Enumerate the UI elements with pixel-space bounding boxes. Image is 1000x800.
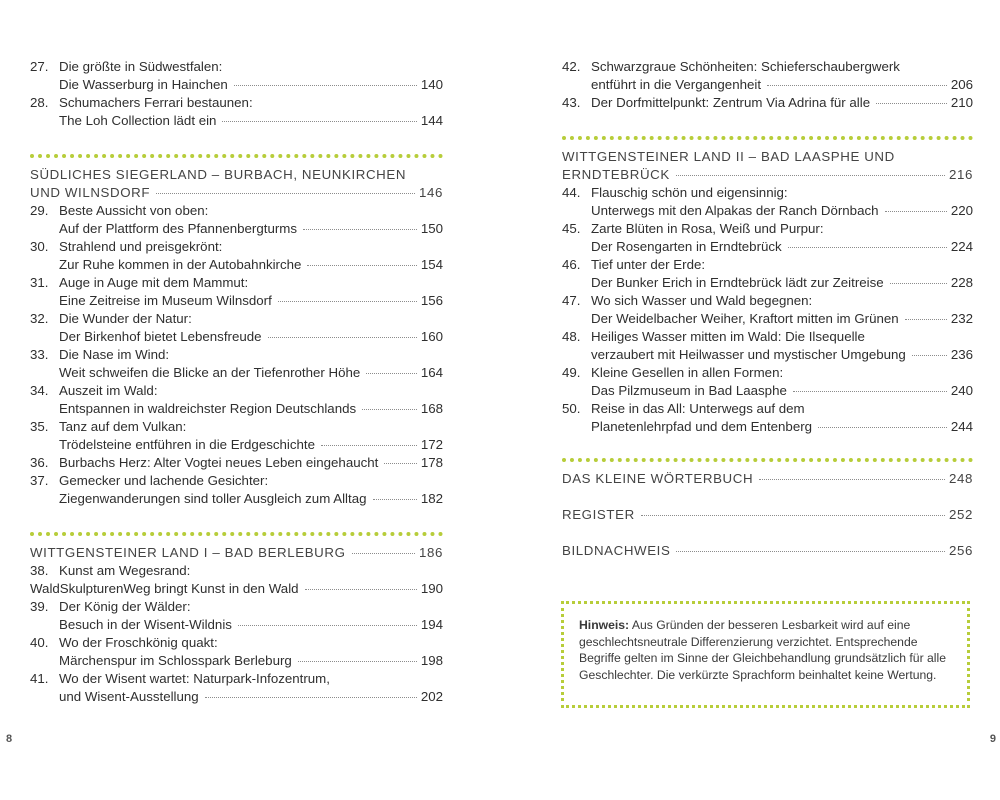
- entry-page: 144: [420, 113, 443, 128]
- appendix-title: BILDNACHWEIS: [562, 543, 671, 558]
- entry-title: Tanz auf dem Vulkan:: [59, 419, 187, 434]
- entry-page: 198: [420, 653, 443, 668]
- entry-page: 244: [950, 419, 973, 434]
- entry-subtitle: Weit schweifen die Blicke an der Tiefenrother Höhe: [59, 365, 361, 380]
- dot-leader: [759, 479, 945, 480]
- dot-leader: [890, 283, 947, 284]
- entry-number: 47.: [562, 293, 581, 308]
- section-page: 186: [419, 545, 443, 560]
- entry-number: 44.: [562, 185, 581, 200]
- dot-leader: [238, 625, 417, 626]
- entry-subtitle: Unterwegs mit den Alpakas der Ranch Dörnbach: [591, 203, 879, 218]
- entry-number: 48.: [562, 329, 581, 344]
- entry-subtitle: Märchenspur im Schlosspark Berleburg: [59, 653, 292, 668]
- entry-page: 178: [420, 455, 443, 470]
- entry-number: 45.: [562, 221, 581, 236]
- entry-subtitle: Planetenlehrpfad und dem Entenberg: [591, 419, 813, 434]
- appendix-title: REGISTER: [562, 507, 635, 522]
- toc-entry-35[interactable]: [30, 418, 443, 454]
- entry-page: 194: [420, 617, 443, 632]
- entry-subtitle: Auf der Plattform des Pfannenbergturms: [59, 221, 297, 236]
- toc-entry-27[interactable]: [30, 58, 443, 94]
- entry-title: Schumachers Ferrari bestaunen:: [59, 95, 253, 110]
- entry-number: 30.: [30, 239, 49, 254]
- dot-leader: [156, 193, 415, 194]
- entry-page: 240: [950, 383, 973, 398]
- entry-title: Flauschig schön und eigensinnig:: [591, 185, 788, 200]
- entry-number: 34.: [30, 383, 49, 398]
- toc-entry-31[interactable]: [30, 274, 443, 310]
- entry-subtitle: WaldSkulpturenWeg bringt Kunst in den Wald: [30, 581, 299, 596]
- section-title-line2: UND WILNSDORF: [30, 185, 151, 200]
- section-title-line2: ERNDTEBRÜCK: [562, 167, 670, 182]
- dot-leader: [234, 85, 417, 86]
- entry-title: Burbachs Herz: Alter Vogtei neues Leben eingehaucht: [59, 455, 379, 470]
- entry-page: 232: [950, 311, 973, 326]
- entry-subtitle: Der Bunker Erich in Erndtebrück lädt zur Zeitreise: [591, 275, 884, 290]
- note-label: Hinweis:: [579, 618, 630, 632]
- dot-leader: [876, 103, 947, 104]
- toc-entry-50[interactable]: [562, 400, 973, 436]
- section-divider: [30, 532, 443, 536]
- entry-subtitle: Die Wasserburg in Hainchen: [59, 77, 228, 92]
- entry-number: 50.: [562, 401, 581, 416]
- entry-page: 160: [420, 329, 443, 344]
- dot-leader: [788, 247, 947, 248]
- entry-page: 164: [420, 365, 443, 380]
- toc-entry-47[interactable]: [562, 292, 973, 328]
- section-heading-wittgensteiner-land-1[interactable]: [30, 544, 443, 562]
- dot-leader: [278, 301, 417, 302]
- toc-entry-49[interactable]: [562, 364, 973, 400]
- entry-title: Wo der Wisent wartet: Naturpark-Infozentrum,: [59, 671, 330, 686]
- appendix-bildnachweis[interactable]: [562, 542, 973, 560]
- dot-leader: [793, 391, 947, 392]
- entry-title: Reise in das All: Unterwegs auf dem: [591, 401, 805, 416]
- entry-title: Kleine Gesellen in allen Formen:: [591, 365, 784, 380]
- entry-title: Der Dorfmittelpunkt: Zentrum Via Adrina für alle: [591, 95, 871, 110]
- toc-left-column: [30, 58, 443, 706]
- dot-leader: [384, 463, 416, 464]
- toc-right-column: [562, 58, 973, 560]
- section-divider: [562, 458, 973, 462]
- dot-leader: [641, 515, 945, 516]
- section-title-line1: SÜDLICHES SIEGERLAND – BURBACH, NEUNKIRCHEN: [30, 167, 407, 182]
- entry-title: Strahlend und preisgekrönt:: [59, 239, 223, 254]
- dot-leader: [912, 355, 947, 356]
- entry-page: 202: [420, 689, 443, 704]
- entry-page: 150: [420, 221, 443, 236]
- dot-leader: [885, 211, 947, 212]
- dot-leader: [222, 121, 416, 122]
- toc-entry-44[interactable]: [562, 184, 973, 220]
- entry-subtitle: verzaubert mit Heilwasser und mystischer Umgebung: [591, 347, 906, 362]
- entry-subtitle: Entspannen in waldreichster Region Deutschlands: [59, 401, 357, 416]
- appendix-register[interactable]: [562, 506, 973, 524]
- entry-title: Die Nase im Wind:: [59, 347, 170, 362]
- toc-entry-42[interactable]: [562, 58, 973, 94]
- entry-subtitle: Der Birkenhof bietet Lebensfreude: [59, 329, 262, 344]
- entry-title: Beste Aussicht von oben:: [59, 203, 209, 218]
- dot-leader: [303, 229, 417, 230]
- toc-entry-33[interactable]: [30, 346, 443, 382]
- entry-number: 38.: [30, 563, 49, 578]
- entry-number: 37.: [30, 473, 49, 488]
- dot-leader: [352, 553, 415, 554]
- toc-entry-34[interactable]: [30, 382, 443, 418]
- toc-entry-41[interactable]: [30, 670, 443, 706]
- entry-page: 172: [420, 437, 443, 452]
- appendix-woerterbuch[interactable]: [562, 470, 973, 488]
- entry-number: 36.: [30, 455, 49, 470]
- toc-entry-43[interactable]: [562, 94, 973, 112]
- dot-leader: [676, 175, 945, 176]
- entry-title: Der König der Wälder:: [59, 599, 191, 614]
- entry-subtitle: Trödelsteine entführen in die Erdgeschichte: [59, 437, 315, 452]
- entry-page: 140: [420, 77, 443, 92]
- page-number-left: 8: [6, 733, 13, 745]
- dot-leader: [321, 445, 417, 446]
- dot-leader: [767, 85, 947, 86]
- entry-number: 33.: [30, 347, 49, 362]
- hinweis-note-box: [561, 601, 970, 708]
- entry-page: 228: [950, 275, 973, 290]
- entry-title: Schwarzgraue Schönheiten: Schieferschaubergwerk: [591, 59, 900, 74]
- entry-subtitle: Das Pilzmuseum in Bad Laasphe: [591, 383, 787, 398]
- dot-leader: [366, 373, 417, 374]
- section-title-line1: WITTGENSTEINER LAND II – BAD LAASPHE UND: [562, 149, 895, 164]
- toc-entry-28[interactable]: [30, 94, 443, 130]
- entry-subtitle: Der Weidelbacher Weiher, Kraftort mitten im Grünen: [591, 311, 899, 326]
- toc-entry-29[interactable]: [30, 202, 443, 238]
- toc-entry-40[interactable]: [30, 634, 443, 670]
- entry-page: 210: [950, 95, 973, 110]
- appendix-page: 252: [949, 507, 973, 522]
- toc-entry-32[interactable]: [30, 310, 443, 346]
- entry-number: 40.: [30, 635, 49, 650]
- entry-number: 28.: [30, 95, 49, 110]
- entry-page: 190: [420, 581, 443, 596]
- entry-page: 168: [420, 401, 443, 416]
- dot-leader: [905, 319, 947, 320]
- entry-subtitle: Eine Zeitreise im Museum Wilnsdorf: [59, 293, 272, 308]
- entry-title: Auszeit im Wald:: [59, 383, 158, 398]
- entry-number: 31.: [30, 275, 49, 290]
- entry-subtitle: Zur Ruhe kommen in der Autobahnkirche: [59, 257, 302, 272]
- section-page: 146: [419, 185, 443, 200]
- toc-entry-45[interactable]: [562, 220, 973, 256]
- dot-leader: [205, 697, 417, 698]
- entry-number: 29.: [30, 203, 49, 218]
- entry-number: 43.: [562, 95, 581, 110]
- entry-title: Gemecker und lachende Gesichter:: [59, 473, 269, 488]
- dot-leader: [305, 589, 417, 590]
- dot-leader: [298, 661, 417, 662]
- entry-title: Auge in Auge mit dem Mammut:: [59, 275, 249, 290]
- entry-title: Tief unter der Erde:: [591, 257, 706, 272]
- entry-page: 156: [420, 293, 443, 308]
- page-number-right: 9: [989, 733, 996, 745]
- entry-number: 39.: [30, 599, 49, 614]
- dot-leader: [818, 427, 947, 428]
- entry-title: Kunst am Wegesrand:: [59, 563, 191, 578]
- dot-leader: [268, 337, 417, 338]
- section-title: WITTGENSTEINER LAND I – BAD BERLEBURG: [30, 545, 346, 560]
- entry-number: 27.: [30, 59, 49, 74]
- entry-number: 42.: [562, 59, 581, 74]
- dot-leader: [373, 499, 417, 500]
- entry-page: 182: [420, 491, 443, 506]
- note-text: Aus Gründen der besseren Lesbarkeit wird auf eine geschlechtsneutrale Differenzierung verzichtet. Entsprechende Begriffe gelten im Sinne der Gleichbehandlung grundsätzlich für alle Geschlechter. Die verkürzte Sprachform beinhaltet keine Wertung.: [579, 618, 946, 682]
- entry-number: 49.: [562, 365, 581, 380]
- toc-entry-39[interactable]: [30, 598, 443, 634]
- entry-subtitle: und Wisent-Ausstellung: [59, 689, 199, 704]
- entry-title: Die Wunder der Natur:: [59, 311, 192, 326]
- entry-subtitle: Besuch in der Wisent-Wildnis: [59, 617, 232, 632]
- entry-title: Zarte Blüten in Rosa, Weiß und Purpur:: [591, 221, 824, 236]
- section-divider: [562, 136, 973, 140]
- entry-number: 41.: [30, 671, 49, 686]
- toc-entry-37[interactable]: [30, 472, 443, 508]
- appendix-page: 248: [949, 471, 973, 486]
- entry-number: 35.: [30, 419, 49, 434]
- entry-subtitle: Der Rosengarten in Erndtebrück: [591, 239, 782, 254]
- section-divider: [30, 154, 443, 158]
- toc-entry-36[interactable]: [30, 454, 443, 472]
- section-heading-suedliches-siegerland[interactable]: [30, 166, 443, 202]
- section-heading-wittgensteiner-land-2[interactable]: [562, 148, 973, 184]
- section-page: 216: [949, 167, 973, 182]
- entry-page: 154: [420, 257, 443, 272]
- dot-leader: [362, 409, 417, 410]
- entry-subtitle: entführt in die Vergangenheit: [591, 77, 762, 92]
- appendix-title: DAS KLEINE WÖRTERBUCH: [562, 471, 754, 486]
- dot-leader: [676, 551, 945, 552]
- entry-subtitle: Ziegenwanderungen sind toller Ausgleich zum Alltag: [59, 491, 367, 506]
- entry-page: 236: [950, 347, 973, 362]
- toc-entry-30[interactable]: [30, 238, 443, 274]
- appendix-page: 256: [949, 543, 973, 558]
- dot-leader: [307, 265, 416, 266]
- entry-title: Wo sich Wasser und Wald begegnen:: [591, 293, 813, 308]
- entry-subtitle: The Loh Collection lädt ein: [59, 113, 217, 128]
- toc-entry-46[interactable]: [562, 256, 973, 292]
- toc-entry-48[interactable]: [562, 328, 973, 364]
- entry-number: 46.: [562, 257, 581, 272]
- entry-page: 224: [950, 239, 973, 254]
- entry-title: Heiliges Wasser mitten im Wald: Die Ilsequelle: [591, 329, 865, 344]
- entry-page: 220: [950, 203, 973, 218]
- entry-title: Die größte in Südwestfalen:: [59, 59, 223, 74]
- entry-number: 32.: [30, 311, 49, 326]
- entry-page: 206: [950, 77, 973, 92]
- entry-title: Wo der Froschkönig quakt:: [59, 635, 218, 650]
- toc-entry-38[interactable]: [30, 562, 443, 598]
